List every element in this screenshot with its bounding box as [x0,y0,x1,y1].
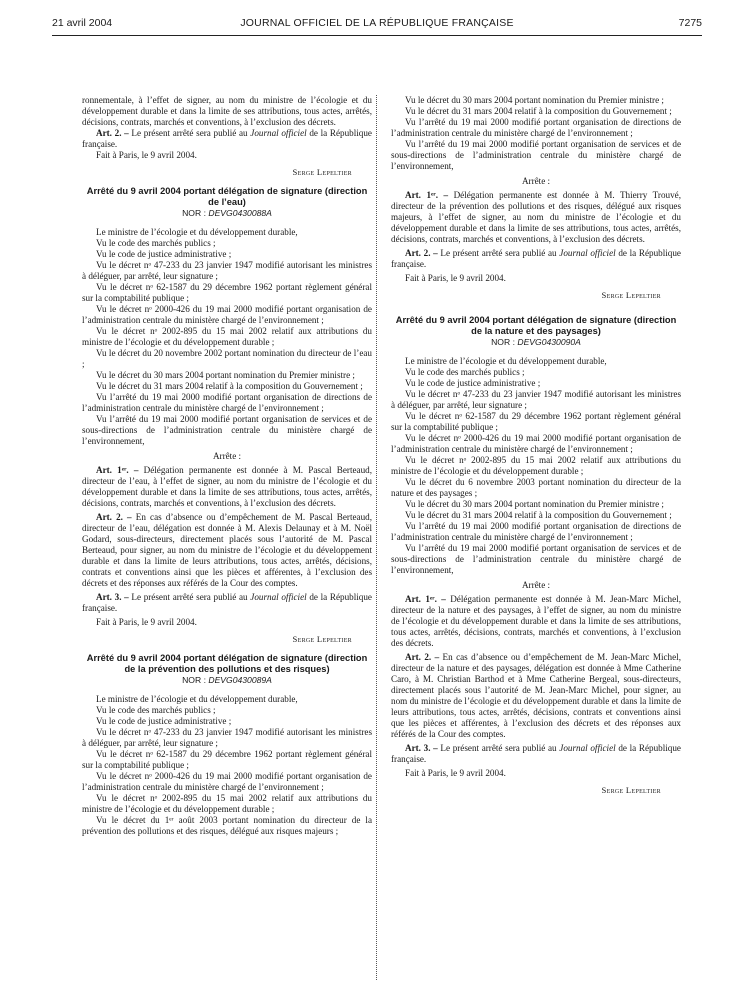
visa-line: Vu le code de justice administrative ; [405,378,541,388]
visa-line: Vu le décret nᵒ 62-1587 du 29 décembre 1962 portant règlement général sur la comptabilité publique ; [82,749,372,770]
signature: Serge Lepeltier [292,167,352,177]
arrete-keyword: Arrête : [212,451,242,461]
visa-line: Vu le décret nᵒ 2002-895 du 15 mai 2002 relatif aux attributions du ministre de l’écologie et du développement durable ; [82,793,372,814]
page-number: 7275 [678,17,702,29]
nor-reference: NOR : DEVG0430089A [182,675,272,685]
arrete-title: Arrêté du 9 avril 2004 portant délégation de signature (direction de la prévention des pollutions et des risques) [86,653,368,674]
article-paragraph: Art. 2. – Le présent arrêté sera publié au Journal officiel de la République française. [391,248,681,269]
article-paragraph: Art. 1ᵉʳ. – Délégation permanente est donnée à M. Thierry Trouvé, directeur de la prévention des pollutions et des risques, délégué aux risques majeurs, à l’effet de signer, au nom du ministre de l’écologie et du développement durable et dans la limite de ses attributions, tous actes, arrêtés, décisions, contrats, marchés et conventions, à l’exclusion des décrets. [391,190,681,244]
visa-line: Vu l’arrêté du 19 mai 2000 modifié portant organisation de directions de l’administration centrale du ministère chargé de l’environnement ; [82,392,372,413]
visa-line: Vu l’arrêté du 19 mai 2000 modifié portant organisation de services et de sous-directions de l’administration centrale du ministère chargé de l’environnement, [391,139,681,171]
article-paragraph: Art. 3. – Le présent arrêté sera publié au Journal officiel de la République française. [391,743,681,764]
page-header [52,17,702,33]
visa-line: Vu le décret du 6 novembre 2003 portant nomination du directeur de la nature et des paysages ; [391,477,681,498]
right-column [391,95,681,804]
visa-line: Vu l’arrêté du 19 mai 2000 modifié portant organisation de directions de l’administration centrale du ministère chargé de l’environnement ; [391,117,681,138]
visa-line: Vu le décret nᵒ 2002-895 du 15 mai 2002 relatif aux attributions du ministre de l’écologie et du développement durable ; [391,455,681,476]
visas-list [82,227,372,447]
visa-line: Vu le décret du 30 mars 2004 portant nomination du Premier ministre ; [405,499,664,509]
visa-line: Vu l’arrêté du 19 mai 2000 modifié portant organisation de services et de sous-directions de l’administration centrale du ministère chargé de l’environnement, [82,414,372,446]
visa-line: Vu le code des marchés publics ; [96,705,216,715]
minister-line: Vu le décret du 30 mars 2004 portant nomination du Premier ministre ; [405,95,664,105]
visa-line: Vu l’arrêté du 19 mai 2000 modifié portant organisation de directions de l’administration centrale du ministère chargé de l’environnement ; [391,521,681,542]
visa-line: Vu le décret du 31 mars 2004 relatif à la composition du Gouvernement ; [405,510,672,520]
visa-line: Vu le code de justice administrative ; [96,716,232,726]
visa-line: Vu le décret du 20 novembre 2002 portant nomination du directeur de l’eau ; [82,348,372,369]
column-separator [376,95,377,980]
article-paragraph: Art. 1ᵉʳ. – Délégation permanente est donnée à M. Pascal Berteaud, directeur de l’eau, à l’effet de signer, au nom du ministre de l’écologie et du développement durable et dans la limite de ses attributions, tous actes, arrêtés, décisions, contrats, marchés et conventions, à l’exclusion des décrets. [82,465,372,508]
left-column [82,95,372,837]
visa-line: Vu le décret du 30 mars 2004 portant nomination du Premier ministre ; [96,370,355,380]
visa-line: Vu le code de justice administrative ; [96,249,232,259]
header-rule [52,35,702,36]
nor-reference: NOR : DEVG0430090A [491,337,581,347]
minister-line: Le ministre de l’écologie et du développement durable, [405,356,607,366]
visa-line: Vu le décret nᵒ 47-233 du 23 janvier 1947 modifié autorisant les ministres à déléguer, par arrêté, leur signature ; [82,727,372,748]
arrete-title: Arrêté du 9 avril 2004 portant délégation de signature (direction de l’eau) [86,186,368,207]
visa-line: Vu l’arrêté du 19 mai 2000 modifié portant organisation de services et de sous-directions de l’administration centrale du ministère chargé de l’environnement, [391,543,681,575]
signature: Serge Lepeltier [601,785,661,795]
visa-line: Vu le décret nᵒ 47-233 du 23 janvier 1947 modifié autorisant les ministres à déléguer, par arrêté, leur signature ; [82,260,372,281]
fait-line: Fait à Paris, le 9 avril 2004. [96,150,197,160]
visa-line: Vu le décret nᵒ 2000-426 du 19 mai 2000 modifié portant organisation de l’administration centrale du ministère chargé de l’environnement ; [82,771,372,792]
fait-line: Fait à Paris, le 9 avril 2004. [405,273,506,283]
signature: Serge Lepeltier [601,290,661,300]
article-paragraph: Art. 2. – Le présent arrêté sera publié au Journal officiel de la République française. [82,128,372,149]
journal-title: JOURNAL OFFICIEL DE LA RÉPUBLIQUE FRANÇAISE [240,17,514,29]
article-paragraph: Art. 3. – Le présent arrêté sera publié au Journal officiel de la République française. [82,592,372,613]
visas-list [391,95,681,172]
article-paragraph: Art. 2. – En cas d’absence ou d’empêchement de M. Jean-Marc Michel, directeur de la nature et des paysages, délégation est donnée à Mme Catherine Caro, à M. Christian Barthod et à Mme Catherine Bergeal, sous-directeurs, directement placés sous l’autorité de M. Jean-Marc Michel, pour signer, au nom du ministre de l’écologie et du développement durable et dans la limite de leurs attributions, tous actes, arrêtés, décisions, contrats et conventions ainsi que les pièces et afférentes, à l’exclusion des décrets et des réponses aux référés de la Cour des comptes. [391,652,681,739]
minister-line: Le ministre de l’écologie et du développement durable, [96,227,298,237]
visa-line: Vu le décret nᵒ 2000-426 du 19 mai 2000 modifié portant organisation de l’administration centrale du ministère chargé de l’environnement ; [82,304,372,325]
visa-line: Vu le décret nᵒ 2002-895 du 15 mai 2002 relatif aux attributions du ministre de l’écologie et du développement durable ; [82,326,372,347]
arrete-keyword: Arrête : [521,580,551,590]
visa-line: Vu le décret nᵒ 62-1587 du 29 décembre 1962 portant règlement général sur la comptabilité publique ; [391,411,681,432]
nor-reference: NOR : DEVG0430088A [182,208,272,218]
continued-text: ronnementale, à l’effet de signer, au nom du ministre de l’écologie et du développement durable et dans la limite de ses attributions, tous actes, arrêtés, décisions, contrats, marchés et conventions, à l’exclusion des décrets. [82,95,372,127]
visa-line: Vu le décret du 31 mars 2004 relatif à la composition du Gouvernement ; [405,106,672,116]
minister-line: Le ministre de l’écologie et du développement durable, [96,694,298,704]
visa-line: Vu le code des marchés publics ; [405,367,525,377]
arrete-title: Arrêté du 9 avril 2004 portant délégation de signature (direction de la nature et des paysages) [395,315,677,336]
visa-line: Vu le décret nᵒ 2000-426 du 19 mai 2000 modifié portant organisation de l’administration centrale du ministère chargé de l’environnement ; [391,433,681,454]
visa-line: Vu le décret du 31 mars 2004 relatif à la composition du Gouvernement ; [96,381,363,391]
fait-line: Fait à Paris, le 9 avril 2004. [405,768,506,778]
article-paragraph: Art. 2. – En cas d’absence ou d’empêchement de M. Pascal Berteaud, directeur de l’eau, délégation est donnée à M. Alexis Delaunay et à M. Noël Godard, sous-directeurs, directement placés sous l’autorité de M. Pascal Berteaud, pour signer, au nom du ministre de l’écologie et du développement durable et dans la limite de leurs attributions, tous actes, arrêtés, décisions, contrats et conventions ainsi que les pièces et afférentes, à l’exclusion des décrets et des réponses aux référés de la Cour des comptes. [82,512,372,588]
arrete-keyword: Arrête : [521,176,551,186]
fait-line: Fait à Paris, le 9 avril 2004. [96,617,197,627]
header-date: 21 avril 2004 [52,17,113,29]
article-paragraph: Art. 1ᵉʳ. – Délégation permanente est donnée à M. Jean-Marc Michel, directeur de la nature et des paysages, à l’effet de signer, au nom du ministre de l’écologie et du développement durable et dans la limite de ses attributions, tous actes, arrêtés, décisions, contrats, marchés et conventions, à l’exclusion des décrets. [391,594,681,648]
signature: Serge Lepeltier [292,634,352,644]
visa-line: Vu le décret nᵒ 47-233 du 23 janvier 1947 modifié autorisant les ministres à déléguer, par arrêté, leur signature ; [391,389,681,410]
visa-line: Vu le décret nᵒ 62-1587 du 29 décembre 1962 portant règlement général sur la comptabilité publique ; [82,282,372,303]
visa-line: Vu le code des marchés publics ; [96,238,216,248]
visas-list [391,356,681,576]
visas-list [82,694,372,837]
visa-line: Vu le décret du 1ᵉʳ août 2003 portant nomination du directeur de la prévention des pollutions et des risques, délégué aux risques majeurs ; [82,815,372,836]
